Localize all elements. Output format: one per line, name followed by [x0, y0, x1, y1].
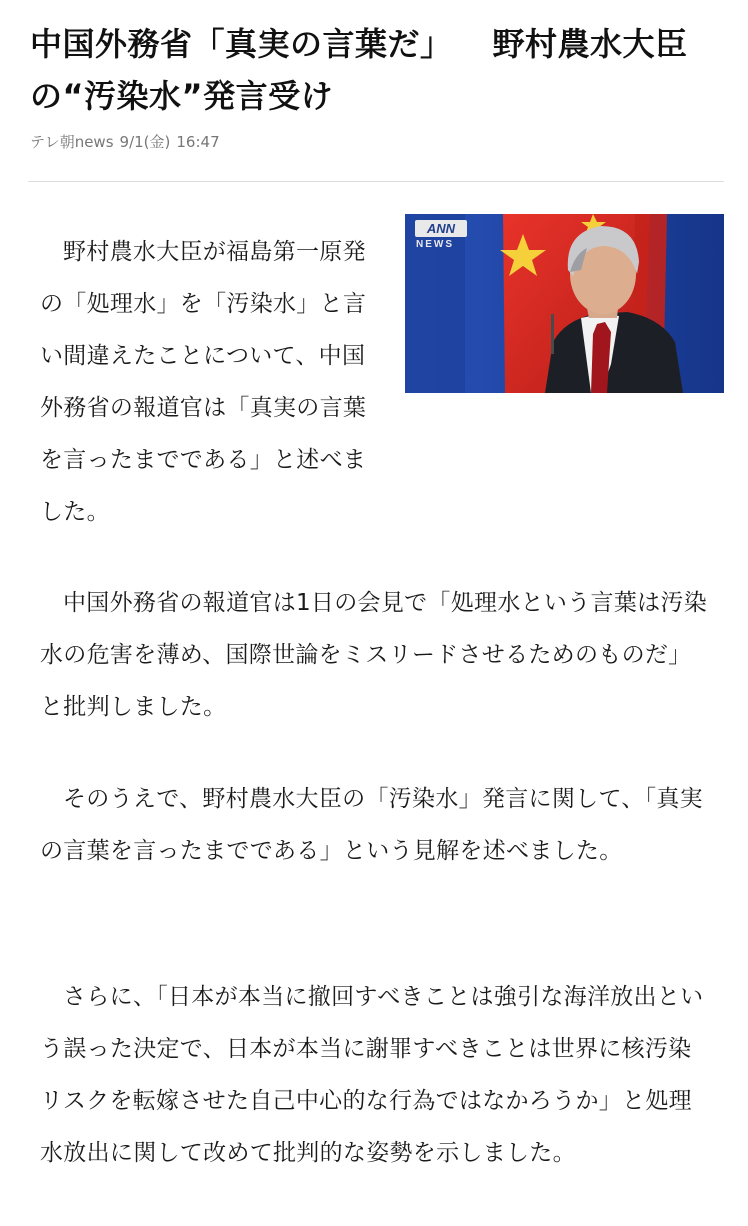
- ann-logo-mark: ANN: [415, 220, 467, 237]
- ann-logo-news-text: NEWS: [416, 239, 454, 250]
- header-divider: [28, 181, 724, 182]
- publish-date: 9/1(金): [119, 133, 171, 151]
- article-paragraph-2: 中国外務省の報道官は1日の会見で「処理水という言葉は汚染水の危害を薄め、国際世論をミスリードさせるためのものだ」と批判しました。: [40, 590, 708, 720]
- source-name[interactable]: テレ朝news: [30, 133, 114, 151]
- article-photo[interactable]: [405, 214, 724, 393]
- ann-news-logo: [415, 220, 471, 254]
- article-paragraph-3: そのうえで、野村農水大臣の「汚染水」発言に関して、「真実の言葉を言ったまでである」という見解を述べました。: [40, 786, 703, 864]
- publish-time: 16:47: [176, 133, 220, 151]
- article-headline: [30, 18, 720, 122]
- article-meta: [30, 130, 220, 154]
- article-paragraph-4: さらに、「日本が本当に撤回すべきことは強引な海洋放出という誤った決定で、日本が本当に謝罪すべきことは世界に核汚染リスクを転嫁させた自己中心的な行為ではなかろうか」と処理水放出に関して改めて批判的な姿勢を示しました。: [40, 984, 704, 1166]
- headline-part-2: 野村農水大臣の“汚染水”発言受け: [30, 25, 688, 115]
- headline-part-1: 中国外務省「真実の言葉だ」: [30, 25, 453, 63]
- article-paragraph-1: 野村農水大臣が福島第一原発の「処理水」を「汚染水」と言い間違えたことについて、中国外務省の報道官は「真実の言葉を言ったまでである」と述べました。: [40, 239, 367, 525]
